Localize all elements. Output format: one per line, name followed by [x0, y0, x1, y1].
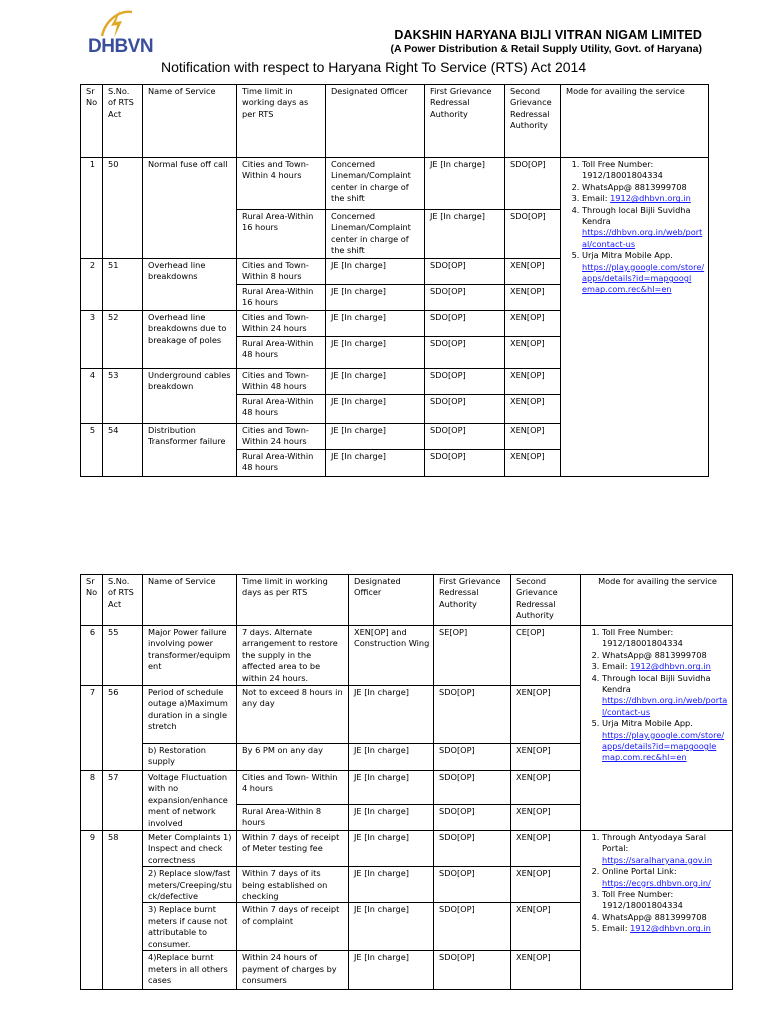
table-row — [81, 626, 733, 686]
email-link[interactable]: 1912@dhbvn.org.in — [610, 193, 691, 204]
list-item: 3. Email: 1912@dhbvn.org.in — [582, 193, 705, 204]
sr-no-cell: 6 — [81, 626, 103, 686]
mode-of-service-cell — [561, 158, 709, 477]
time-limit-cell: Rural Area-Within 16 hours — [237, 210, 326, 259]
rts-sno-cell: 53 — [103, 369, 143, 424]
rts-sno-cell: 58 — [103, 831, 143, 990]
second-grievance-cell: XEN[OP] — [505, 369, 561, 395]
second-grievance-cell: XEN[OP] — [511, 867, 581, 903]
service-name-cell: b) Restoration supply — [143, 744, 237, 771]
rts-sno-cell: 52 — [103, 311, 143, 369]
table-header-row — [81, 85, 709, 158]
header-sr-no: Sr No — [81, 85, 103, 158]
second-grievance-cell: XEN[OP] — [511, 903, 581, 951]
designated-officer-cell: JE [In charge] — [326, 424, 425, 450]
first-grievance-cell: SDO[OP] — [425, 395, 505, 424]
time-limit-cell: Within 7 days of its being established on checking — [237, 867, 349, 903]
sr-no-cell: 8 — [81, 771, 103, 831]
second-grievance-cell: CE[OP] — [511, 626, 581, 686]
mode-of-service-cell — [581, 626, 733, 831]
designated-officer-cell: JE [In charge] — [349, 805, 434, 831]
list-item: 2. Online Portal Link: https://ecgrs.dhbvn.org.in/ — [602, 866, 729, 889]
header-first-grievance: First Grievance Redressal Authority — [425, 85, 505, 158]
designated-officer-cell: JE [In charge] — [349, 686, 434, 744]
sr-no-cell: 5 — [81, 424, 103, 477]
rts-sno-cell: 50 — [103, 158, 143, 259]
list-item: 5. Urja Mitra Mobile App. https://play.google.com/store/apps/details?id=mapgoogl emap.com.rec&hl=en — [582, 250, 705, 296]
time-limit-cell: Rural Area-Within 48 hours — [237, 395, 326, 424]
time-limit-cell: Rural Area-Within 48 hours — [237, 337, 326, 369]
second-grievance-cell: XEN[OP] — [511, 831, 581, 867]
designated-officer-cell: JE [In charge] — [349, 744, 434, 771]
second-grievance-cell: SDO[OP] — [505, 158, 561, 210]
dhbvn-logo — [78, 6, 154, 60]
first-grievance-cell: SDO[OP] — [425, 337, 505, 369]
service-name-cell: Major Power failure involving power transformer/equipment — [143, 626, 237, 686]
first-grievance-cell: JE [In charge] — [425, 158, 505, 210]
time-limit-cell: Rural Area-Within 48 hours — [237, 450, 326, 477]
second-grievance-cell: SDO[OP] — [505, 210, 561, 259]
rts-services-table-2 — [80, 574, 733, 990]
email-link[interactable]: 1912@dhbvn.org.in — [630, 661, 711, 672]
designated-officer-cell: JE [In charge] — [349, 951, 434, 990]
rts-sno-cell: 54 — [103, 424, 143, 477]
rts-sno-cell: 57 — [103, 771, 143, 831]
organization-name: DAKSHIN HARYANA BIJLI VITRAN NIGAM LIMITED — [394, 28, 702, 42]
ecgrs-portal-link[interactable]: https://ecgrs.dhbvn.org.in/ — [602, 877, 711, 888]
list-item: 1. Toll Free Number: 1912/18001804334 — [582, 159, 705, 182]
list-item: 4. WhatsApp@ 8813999708 — [602, 912, 729, 923]
service-name-cell: Underground cables breakdown — [143, 369, 237, 424]
list-item: 4. Through local Bijli Suvidha Kendra https://dhbvn.org.in/web/portal/contact-us — [602, 673, 729, 719]
first-grievance-cell: SDO[OP] — [425, 285, 505, 311]
designated-officer-cell: JE [In charge] — [326, 259, 425, 285]
list-item: 3. Email: 1912@dhbvn.org.in — [602, 661, 729, 672]
second-grievance-cell: XEN[OP] — [505, 424, 561, 450]
sr-no-cell: 1 — [81, 158, 103, 259]
service-name-cell: Period of schedule outage a)Maximum duration in a single stretch — [143, 686, 237, 744]
service-name-cell: Overhead line breakdowns due to breakage of poles — [143, 311, 237, 369]
sr-no-cell: 3 — [81, 311, 103, 369]
designated-officer-cell: JE [In charge] — [326, 311, 425, 337]
service-name-cell: 3) Replace burnt meters if cause not attributable to consumer. — [143, 903, 237, 951]
rts-sno-cell: 55 — [103, 626, 143, 686]
first-grievance-cell: SDO[OP] — [434, 831, 511, 867]
time-limit-cell: Within 7 days of receipt of complaint — [237, 903, 349, 951]
email-link[interactable]: 1912@dhbvn.org.in — [630, 923, 711, 934]
list-item: 2. WhatsApp@ 8813999708 — [602, 650, 729, 661]
notification-title: Notification with respect to Haryana Right To Service (RTS) Act 2014 — [161, 59, 587, 75]
header-designated-officer: Designated Officer — [326, 85, 425, 158]
list-item: 3. Toll Free Number: 1912/18001804334 — [602, 889, 729, 912]
time-limit-cell: Cities and Town-Within 24 hours — [237, 311, 326, 337]
mode-list — [566, 159, 705, 296]
header-time-limit: Time limit in working days as per RTS — [237, 575, 349, 626]
contact-us-link[interactable]: https://dhbvn.org.in/web/portal/contact-us — [582, 227, 703, 249]
service-name-cell: Meter Complaints 1) Inspect and check correctness — [143, 831, 237, 867]
time-limit-cell: Not to exceed 8 hours in any day — [237, 686, 349, 744]
designated-officer-cell: JE [In charge] — [349, 903, 434, 951]
service-name-cell: Voltage Fluctuation with no expansion/enhancement of network involved — [143, 771, 237, 831]
second-grievance-cell: XEN[OP] — [511, 686, 581, 744]
first-grievance-cell: SDO[OP] — [425, 450, 505, 477]
first-grievance-cell: SDO[OP] — [425, 259, 505, 285]
list-item: 2. WhatsApp@ 8813999708 — [582, 182, 705, 193]
first-grievance-cell: SDO[OP] — [434, 903, 511, 951]
list-item: 1. Toll Free Number: 1912/18001804334 — [602, 627, 729, 650]
rts-sno-cell: 56 — [103, 686, 143, 771]
designated-officer-cell: JE [In charge] — [349, 867, 434, 903]
second-grievance-cell: XEN[OP] — [505, 259, 561, 285]
time-limit-cell: Cities and Town-Within 48 hours — [237, 369, 326, 395]
service-name-cell: 2) Replace slow/fast meters/Creeping/stuck/defective — [143, 867, 237, 903]
service-name-cell: Distribution Transformer failure — [143, 424, 237, 477]
designated-officer-cell: JE [In charge] — [326, 369, 425, 395]
mode-of-service-cell — [581, 831, 733, 990]
designated-officer-cell: Concerned Lineman/Complaint center in charge of the shift — [326, 158, 425, 210]
designated-officer-cell: XEN[OP] and Construction Wing — [349, 626, 434, 686]
second-grievance-cell: XEN[OP] — [505, 285, 561, 311]
second-grievance-cell: XEN[OP] — [505, 395, 561, 424]
header-sr-no: Sr No — [81, 575, 103, 626]
header-rts-sno: S.No. of RTS Act — [103, 575, 143, 626]
header-rts-sno: S.No. of RTS Act — [103, 85, 143, 158]
designated-officer-cell: JE [In charge] — [326, 450, 425, 477]
list-item: 1. Through Antyodaya Saral Portal: https://saralharyana.gov.in — [602, 832, 729, 866]
header-service-name: Name of Service — [143, 85, 237, 158]
mode-list — [586, 627, 729, 764]
designated-officer-cell: JE [In charge] — [326, 395, 425, 424]
list-item: 4. Through local Bijli Suvidha Kendra https://dhbvn.org.in/web/portal/contact-us — [582, 205, 705, 251]
time-limit-cell: Rural Area-Within 16 hours — [237, 285, 326, 311]
time-limit-cell: Cities and Town-Within 24 hours — [237, 424, 326, 450]
first-grievance-cell: SDO[OP] — [434, 744, 511, 771]
first-grievance-cell: SDO[OP] — [434, 951, 511, 990]
second-grievance-cell: XEN[OP] — [505, 337, 561, 369]
second-grievance-cell: XEN[OP] — [505, 450, 561, 477]
header-mode: Mode for availing the service — [561, 85, 709, 158]
header-first-grievance: First Grievance Redressal Authority — [434, 575, 511, 626]
header-time-limit: Time limit in working days as per RTS — [237, 85, 326, 158]
second-grievance-cell: XEN[OP] — [511, 951, 581, 990]
table-row — [81, 831, 733, 867]
first-grievance-cell: SDO[OP] — [425, 311, 505, 337]
designated-officer-cell: JE [In charge] — [326, 337, 425, 369]
time-limit-cell: Cities and Town-Within 8 hours — [237, 259, 326, 285]
designated-officer-cell: JE [In charge] — [349, 831, 434, 867]
logo-text: DHBVN — [88, 36, 154, 57]
contact-us-link[interactable]: https://dhbvn.org.in/web/portal/contact-us — [602, 695, 728, 717]
designated-officer-cell: JE [In charge] — [349, 771, 434, 805]
time-limit-cell: Cities and Town-Within 4 hours — [237, 158, 326, 210]
header-mode: Mode for availing the service — [581, 575, 733, 626]
designated-officer-cell: Concerned Lineman/Complaint center in charge of the shift — [326, 210, 425, 259]
second-grievance-cell: XEN[OP] — [511, 805, 581, 831]
header-service-name: Name of Service — [143, 575, 237, 626]
header-designated-officer: Designated Officer — [349, 575, 434, 626]
designated-officer-cell: JE [In charge] — [326, 285, 425, 311]
sr-no-cell: 2 — [81, 259, 103, 311]
time-limit-cell: Cities and Town- Within 4 hours — [237, 771, 349, 805]
table-row — [81, 158, 709, 210]
table-header-row — [81, 575, 733, 626]
second-grievance-cell: XEN[OP] — [505, 311, 561, 337]
sr-no-cell: 4 — [81, 369, 103, 424]
first-grievance-cell: SDO[OP] — [434, 805, 511, 831]
time-limit-cell: Within 24 hours of payment of charges by consumers — [237, 951, 349, 990]
first-grievance-cell: SE[OP] — [434, 626, 511, 686]
saral-portal-link[interactable]: https://saralharyana.gov.in — [602, 854, 713, 865]
time-limit-cell: 7 days. Alternate arrangement to restore the supply in the affected area to be within 24 hours. — [237, 626, 349, 686]
second-grievance-cell: XEN[OP] — [511, 771, 581, 805]
first-grievance-cell: SDO[OP] — [425, 424, 505, 450]
time-limit-cell: Rural Area-Within 8 hours — [237, 805, 349, 831]
service-name-cell: Overhead line breakdowns — [143, 259, 237, 311]
time-limit-cell: Within 7 days of receipt of Meter testing fee — [237, 831, 349, 867]
list-item: 5. Urja Mitra Mobile App. https://play.google.com/store/apps/details?id=mapgoogle map.com.rec&hl=en — [602, 718, 729, 764]
sr-no-cell: 7 — [81, 686, 103, 771]
time-limit-cell: By 6 PM on any day — [237, 744, 349, 771]
sr-no-cell: 9 — [81, 831, 103, 990]
organization-subtitle: (A Power Distribution & Retail Supply Utility, Govt. of Haryana) — [390, 43, 702, 55]
header-second-grievance: Second Grievance Redressal Authority — [511, 575, 581, 626]
rts-sno-cell: 51 — [103, 259, 143, 311]
rts-services-table-1 — [80, 84, 709, 477]
mode-list — [586, 832, 729, 935]
first-grievance-cell: SDO[OP] — [434, 867, 511, 903]
header-second-grievance: Second Grievance Redressal Authority — [505, 85, 561, 158]
first-grievance-cell: JE [In charge] — [425, 210, 505, 259]
urja-mitra-app-link[interactable]: https://play.google.com/store/apps/details?id=mapgoogle map.com.rec&hl=en — [602, 729, 725, 763]
service-name-cell: 4)Replace burnt meters in all others cases — [143, 951, 237, 990]
first-grievance-cell: SDO[OP] — [425, 369, 505, 395]
urja-mitra-app-link[interactable]: https://play.google.com/store/apps/details?id=mapgoogl emap.com.rec&hl=en — [582, 261, 705, 295]
service-name-cell: Normal fuse off call — [143, 158, 237, 259]
second-grievance-cell: XEN[OP] — [511, 744, 581, 771]
list-item: 5. Email: 1912@dhbvn.org.in — [602, 923, 729, 934]
first-grievance-cell: SDO[OP] — [434, 771, 511, 805]
first-grievance-cell: SDO[OP] — [434, 686, 511, 744]
